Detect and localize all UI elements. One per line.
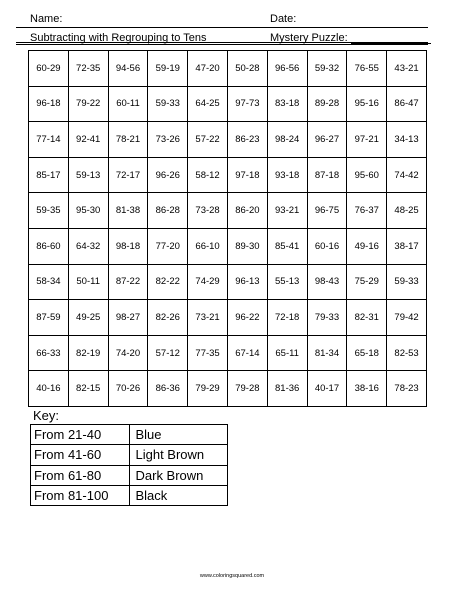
grid-cell[interactable]: 70-26 bbox=[108, 371, 148, 407]
grid-cell[interactable]: 50-11 bbox=[68, 264, 108, 300]
grid-cell[interactable]: 74-29 bbox=[188, 264, 228, 300]
grid-cell[interactable]: 72-35 bbox=[68, 51, 108, 87]
grid-cell[interactable]: 59-33 bbox=[148, 86, 188, 122]
key-row bbox=[31, 445, 228, 465]
key-color: Black bbox=[129, 485, 228, 505]
grid-cell[interactable]: 75-29 bbox=[347, 264, 387, 300]
grid-cell[interactable]: 87-22 bbox=[108, 264, 148, 300]
grid-cell[interactable]: 76-37 bbox=[347, 193, 387, 229]
grid-cell[interactable]: 96-75 bbox=[307, 193, 347, 229]
grid-cell[interactable]: 95-60 bbox=[347, 157, 387, 193]
grid-cell[interactable]: 38-17 bbox=[387, 228, 427, 264]
key-color: Light Brown bbox=[129, 445, 228, 465]
grid-cell[interactable]: 77-35 bbox=[188, 335, 228, 371]
grid-cell[interactable]: 60-29 bbox=[29, 51, 69, 87]
grid-cell[interactable]: 89-28 bbox=[307, 86, 347, 122]
grid-cell[interactable]: 82-22 bbox=[148, 264, 188, 300]
key-title: Key: bbox=[33, 408, 60, 423]
grid-cell[interactable]: 65-18 bbox=[347, 335, 387, 371]
grid-cell[interactable]: 72-17 bbox=[108, 157, 148, 193]
grid-cell[interactable]: 81-38 bbox=[108, 193, 148, 229]
grid-cell[interactable]: 79-22 bbox=[68, 86, 108, 122]
key-color: Blue bbox=[129, 425, 228, 445]
grid-cell[interactable]: 82-19 bbox=[68, 335, 108, 371]
grid-cell[interactable]: 81-34 bbox=[307, 335, 347, 371]
grid-cell[interactable]: 48-25 bbox=[387, 193, 427, 229]
grid-cell[interactable]: 55-13 bbox=[267, 264, 307, 300]
grid-cell[interactable]: 98-27 bbox=[108, 300, 148, 336]
grid-cell[interactable]: 77-20 bbox=[148, 228, 188, 264]
grid-cell[interactable]: 86-28 bbox=[148, 193, 188, 229]
grid-cell[interactable]: 87-59 bbox=[29, 300, 69, 336]
grid-cell[interactable]: 60-11 bbox=[108, 86, 148, 122]
grid-cell[interactable]: 79-28 bbox=[227, 371, 267, 407]
grid-cell[interactable]: 82-53 bbox=[387, 335, 427, 371]
grid-cell[interactable]: 43-21 bbox=[387, 51, 427, 87]
grid-row bbox=[29, 335, 427, 371]
grid-cell[interactable]: 89-30 bbox=[227, 228, 267, 264]
grid-cell[interactable]: 50-28 bbox=[227, 51, 267, 87]
key-range: From 81-100 bbox=[31, 485, 130, 505]
grid-cell[interactable]: 78-23 bbox=[387, 371, 427, 407]
grid-cell[interactable]: 82-15 bbox=[68, 371, 108, 407]
grid-row bbox=[29, 122, 427, 158]
grid-cell[interactable]: 93-18 bbox=[267, 157, 307, 193]
grid-cell[interactable]: 77-14 bbox=[29, 122, 69, 158]
grid-cell[interactable]: 85-41 bbox=[267, 228, 307, 264]
grid-cell[interactable]: 98-18 bbox=[108, 228, 148, 264]
grid-cell[interactable]: 49-16 bbox=[347, 228, 387, 264]
grid-cell[interactable]: 59-33 bbox=[387, 264, 427, 300]
grid-cell[interactable]: 64-32 bbox=[68, 228, 108, 264]
grid-cell[interactable]: 96-56 bbox=[267, 51, 307, 87]
grid-cell[interactable]: 85-17 bbox=[29, 157, 69, 193]
grid-cell[interactable]: 94-56 bbox=[108, 51, 148, 87]
grid-row bbox=[29, 51, 427, 87]
grid-cell[interactable]: 64-25 bbox=[188, 86, 228, 122]
grid-cell[interactable]: 96-13 bbox=[227, 264, 267, 300]
grid-cell[interactable]: 93-21 bbox=[267, 193, 307, 229]
header-rule bbox=[16, 27, 428, 28]
grid-cell[interactable]: 57-22 bbox=[188, 122, 228, 158]
grid-cell[interactable]: 95-30 bbox=[68, 193, 108, 229]
grid-cell[interactable]: 81-36 bbox=[267, 371, 307, 407]
key-color: Dark Brown bbox=[129, 465, 228, 485]
grid-cell[interactable]: 82-26 bbox=[148, 300, 188, 336]
grid-cell[interactable]: 58-12 bbox=[188, 157, 228, 193]
color-key bbox=[30, 424, 228, 506]
grid-cell[interactable]: 57-12 bbox=[148, 335, 188, 371]
key-range: From 41-60 bbox=[31, 445, 130, 465]
grid-cell[interactable]: 86-47 bbox=[387, 86, 427, 122]
grid-cell[interactable]: 78-21 bbox=[108, 122, 148, 158]
grid-cell[interactable]: 66-10 bbox=[188, 228, 228, 264]
grid-cell[interactable]: 40-16 bbox=[29, 371, 69, 407]
grid-cell[interactable]: 74-42 bbox=[387, 157, 427, 193]
grid-cell[interactable]: 67-14 bbox=[227, 335, 267, 371]
key-range: From 21-40 bbox=[31, 425, 130, 445]
grid-cell[interactable]: 34-13 bbox=[387, 122, 427, 158]
grid-cell[interactable]: 72-18 bbox=[267, 300, 307, 336]
grid-row bbox=[29, 193, 427, 229]
grid-cell[interactable]: 86-60 bbox=[29, 228, 69, 264]
grid-cell[interactable]: 79-29 bbox=[188, 371, 228, 407]
grid-cell[interactable]: 65-11 bbox=[267, 335, 307, 371]
footer-url: www.coloringsquared.com bbox=[199, 573, 265, 579]
date-label: Date: bbox=[270, 13, 297, 25]
grid-cell[interactable]: 60-16 bbox=[307, 228, 347, 264]
grid-cell[interactable]: 59-19 bbox=[148, 51, 188, 87]
grid-row bbox=[29, 371, 427, 407]
grid-cell[interactable]: 47-20 bbox=[188, 51, 228, 87]
grid-cell[interactable]: 96-22 bbox=[227, 300, 267, 336]
grid-cell[interactable]: 82-31 bbox=[347, 300, 387, 336]
grid-cell[interactable]: 96-26 bbox=[148, 157, 188, 193]
name-label: Name: bbox=[30, 13, 63, 25]
grid-cell[interactable]: 86-23 bbox=[227, 122, 267, 158]
grid-cell[interactable]: 97-21 bbox=[347, 122, 387, 158]
key-row bbox=[31, 485, 228, 505]
grid-row bbox=[29, 228, 427, 264]
grid-cell[interactable]: 49-25 bbox=[68, 300, 108, 336]
grid-row bbox=[29, 157, 427, 193]
grid-cell[interactable]: 58-34 bbox=[29, 264, 69, 300]
grid-cell[interactable]: 74-20 bbox=[108, 335, 148, 371]
grid-cell[interactable]: 98-24 bbox=[267, 122, 307, 158]
key-row bbox=[31, 425, 228, 445]
grid-cell[interactable]: 96-18 bbox=[29, 86, 69, 122]
grid-cell[interactable]: 79-33 bbox=[307, 300, 347, 336]
grid-cell[interactable]: 40-17 bbox=[307, 371, 347, 407]
worksheet-title: Subtracting with Regrouping to Tens bbox=[30, 32, 207, 44]
grid-cell[interactable]: 98-43 bbox=[307, 264, 347, 300]
grid-row bbox=[29, 300, 427, 336]
grid-cell[interactable]: 83-18 bbox=[267, 86, 307, 122]
grid-cell[interactable]: 95-16 bbox=[347, 86, 387, 122]
title-rule bbox=[16, 42, 428, 45]
grid-cell[interactable]: 59-35 bbox=[29, 193, 69, 229]
grid-cell[interactable]: 73-26 bbox=[148, 122, 188, 158]
key-range: From 61-80 bbox=[31, 465, 130, 485]
grid-cell[interactable]: 73-21 bbox=[188, 300, 228, 336]
key-row bbox=[31, 465, 228, 485]
grid-row bbox=[29, 264, 427, 300]
grid-cell[interactable]: 79-42 bbox=[387, 300, 427, 336]
grid-cell[interactable]: 97-73 bbox=[227, 86, 267, 122]
grid-cell[interactable]: 76-55 bbox=[347, 51, 387, 87]
mystery-puzzle-label: Mystery Puzzle: bbox=[270, 32, 348, 44]
grid-cell[interactable]: 59-32 bbox=[307, 51, 347, 87]
grid-cell[interactable]: 97-18 bbox=[227, 157, 267, 193]
grid-cell[interactable]: 96-27 bbox=[307, 122, 347, 158]
grid-row bbox=[29, 86, 427, 122]
grid-cell[interactable]: 59-13 bbox=[68, 157, 108, 193]
problem-grid bbox=[28, 50, 427, 407]
grid-cell[interactable]: 66-33 bbox=[29, 335, 69, 371]
grid-cell[interactable]: 73-28 bbox=[188, 193, 228, 229]
grid-cell[interactable]: 92-41 bbox=[68, 122, 108, 158]
grid-cell[interactable]: 86-20 bbox=[227, 193, 267, 229]
grid-cell[interactable]: 38-16 bbox=[347, 371, 387, 407]
grid-cell[interactable]: 87-18 bbox=[307, 157, 347, 193]
grid-cell[interactable]: 86-36 bbox=[148, 371, 188, 407]
